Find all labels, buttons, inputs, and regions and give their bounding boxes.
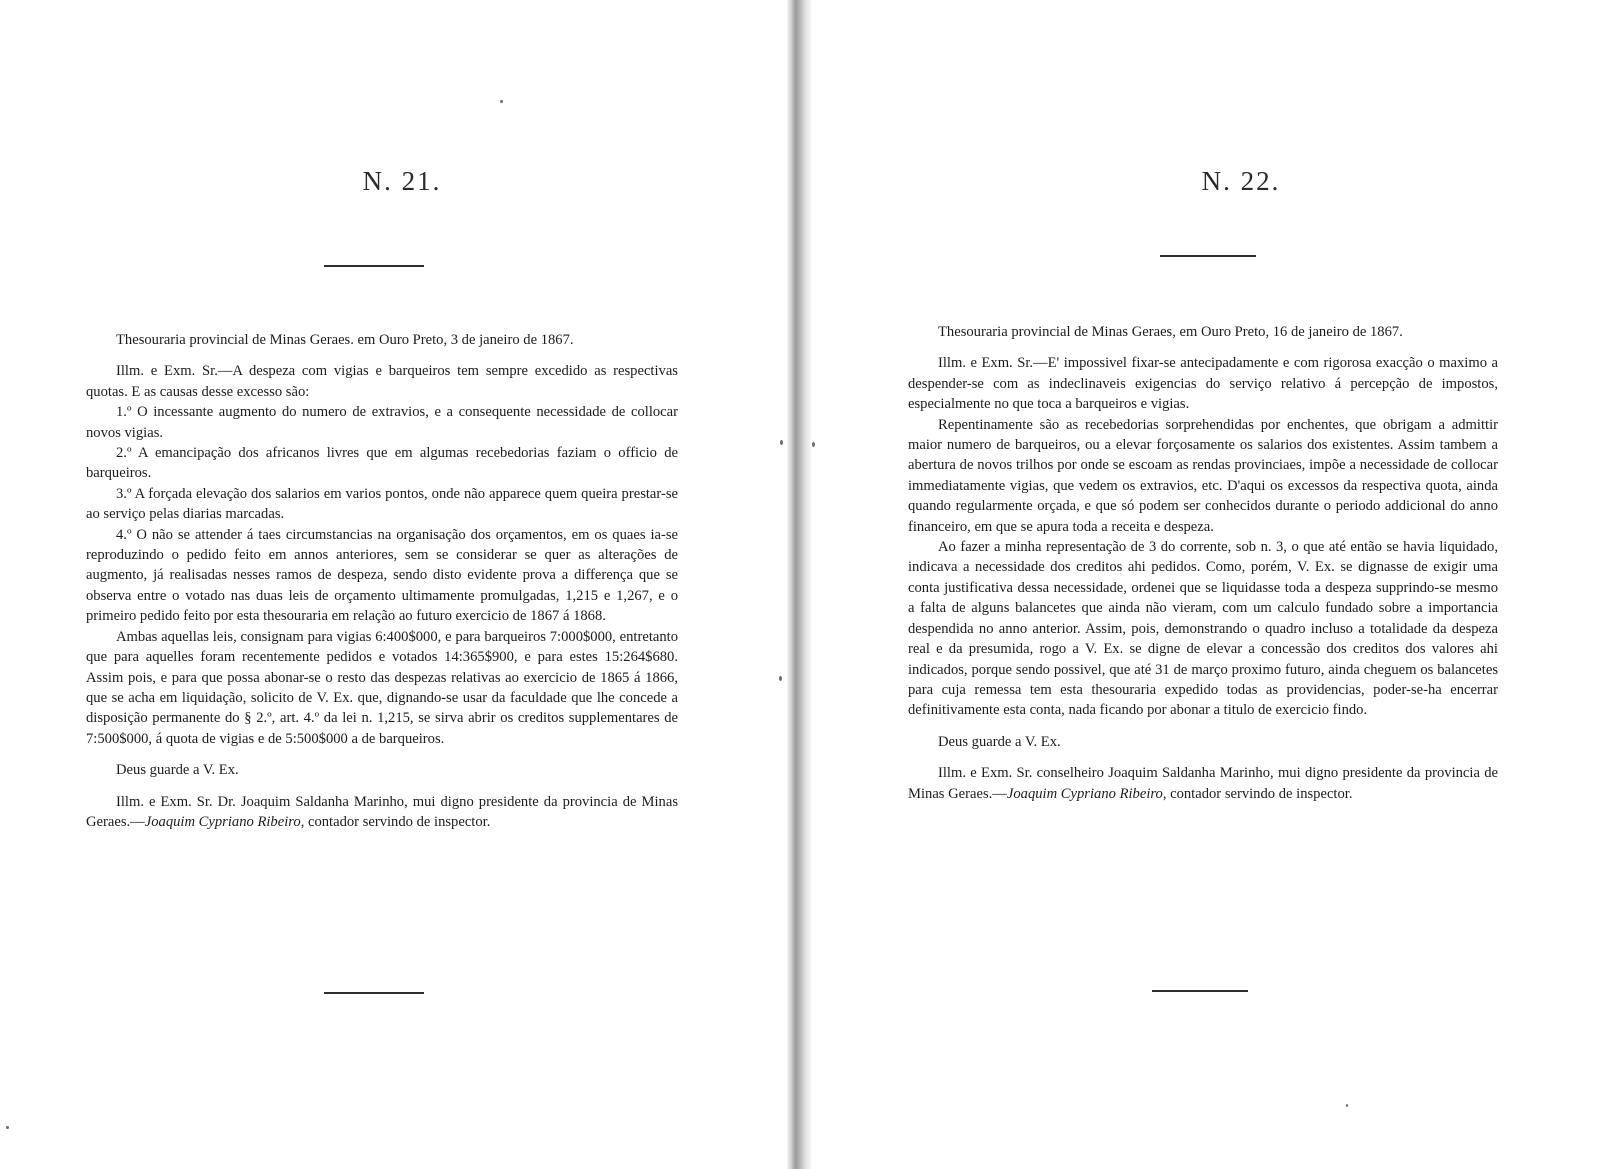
- right-signoff: [908, 763, 1498, 804]
- scan-speck: [780, 440, 783, 445]
- book-gutter: [787, 0, 811, 1169]
- right-signatory: Joaquim Cypriano Ribeiro: [1006, 785, 1163, 802]
- left-top-rule: [324, 265, 424, 267]
- right-closing: Deus guarde a V. Ex.: [938, 733, 1061, 750]
- left-signoff: [86, 792, 678, 833]
- left-signatory: Joaquim Cypriano Ribeiro: [144, 813, 301, 830]
- left-address: Illm. e Exm. Sr. Dr. Joaquim Saldanha Marinho, mui digno presidente da provincia de Minas Geraes.—: [86, 793, 678, 830]
- left-paragraph: 3.º A forçada elevação dos salarios em varios pontos, onde não apparece quem queira prestar-se ao serviço pelas diarias marcadas.: [86, 485, 678, 523]
- scan-speck: [779, 676, 782, 681]
- scan-speck: [6, 1126, 9, 1129]
- right-paragraph: Repentinamente são as recebedorias sorprehendidas por enchentes, que obrigam a admittir maior numero de barqueiros, ou a elevar forçosamente os salarios dos existentes. Assim tambem a abertura de novos trilhos por onde se escoam as rendas provinciaes, impõe a necessidade de collocar immediatamente vigias, que vedem os extravios, etc. D'aqui os excessos da respectiva quota, ainda quando regularmente orçada, e que só podem ser conhecidos durante o periodo addicional do anno financeiro, em que se apura toda a receita e despeza.: [908, 416, 1498, 535]
- right-address: Illm. e Exm. Sr. conselheiro Joaquim Saldanha Marinho, mui digno presidente da provincia de Minas Geraes.—: [908, 765, 1498, 802]
- left-closing: Deus guarde a V. Ex.: [116, 762, 239, 779]
- left-text-body: [86, 330, 678, 832]
- left-page: [86, 0, 678, 1169]
- right-page-number: N. 22.: [1201, 166, 1281, 196]
- right-page: [908, 0, 1498, 1169]
- right-paragraph: Ao fazer a minha representação de 3 do corrente, sob n. 3, o que até então se havia liquidado, indicava a necessidade dos creditos ahi pedidos. Como, porém, V. Ex. se dignasse de exigir uma conta justificativa dessa necessidade, ordenei que se liquidasse toda a despeza supprindo-se mesmo a falta de alguns balancetes que ainda não vieram, com um calculo fundado sobre a importancia despendida no anno anterior. Assim, pois, demonstrando o quadro incluso a totalidade da despeza real e da presumida, rogo a V. Ex. se digne de elevar a concessão dos creditos dos valores ahi indicados, porque sendo possivel, que até 31 de março proximo futuro, ainda cheguem os balancetes para cuja remessa tem esta thesouraria expedido todas as providencias, poder-se-ha encerrar definitivamente esta conta, nada ficando por abonar a titulo de exercicio findo.: [908, 539, 1498, 719]
- left-dateline: Thesouraria provincial de Minas Geraes. em Ouro Preto, 3 de janeiro de 1867.: [116, 332, 574, 348]
- right-text-body: [908, 322, 1498, 804]
- left-paragraph: 2.º A emancipação dos africanos livres que em algumas recebedorias faziam o officio de barqueiros.: [86, 445, 678, 482]
- right-paragraph: Illm. e Exm. Sr.—E' impossivel fixar-se antecipadamente e com rigorosa exacção o maximo a despender-se com as indeclinaveis exigencias do serviço relativo á percepção de impostos, especialmente no que toca a barqueiros e vigias.: [908, 355, 1498, 413]
- scan-speck: [1346, 1104, 1348, 1107]
- left-paragraph: 4.º O não se attender á taes circumstancias na organisação dos orçamentos, em os quaes ia-se reproduzindo o pedido feito em annos anteriores, sem se considerar se quer as alterações de augmento, já realisadas nesses ramos de despeza, sendo disto evidente prova a differença que se observa entre o votado nas duas leis de orçamento ultimamente promulgadas, 1,215 e 1,267, e o primeiro pedido feito por esta thesouraria em relação ao futuro exercicio de 1867 á 1868.: [86, 526, 678, 625]
- left-page-number: N. 21.: [362, 166, 442, 196]
- left-paragraph: Ambas aquellas leis, consignam para vigias 6:400$000, e para barqueiros 7:000$000, entretanto que para aquelles foram recentemente pedidos e votados 14:365$900, e para estes 15:264$680. Assim pois, e para que possa abonar-se o resto das despezas relativas ao exercicio de 1865 á 1866, que se acha em liquidação, solicito de V. Ex. que, dignando-se usar da faculdade que lhe concede a disposição permanente do § 2.º, art. 4.º da lei n. 1,215, se sirva abrir os creditos supplementares de 7:500$000, á quota de vigias e de 5:500$000 a de barqueiros.: [86, 628, 678, 747]
- right-dateline: Thesouraria provincial de Minas Geraes, em Ouro Preto, 16 de janeiro de 1867.: [938, 324, 1403, 340]
- left-signatory-role: , contador servindo de inspector.: [300, 813, 491, 830]
- left-bottom-rule: [324, 992, 424, 994]
- left-paragraph: Illm. e Exm. Sr.—A despeza com vigias e barqueiros tem sempre excedido as respectivas quotas. E as causas desse excesso são:: [86, 363, 678, 400]
- scan-speck: [500, 100, 503, 103]
- right-signatory-role: , contador servindo de inspector.: [1162, 785, 1353, 802]
- right-top-rule: [1160, 255, 1256, 257]
- left-paragraph: 1.º O incessante augmento do numero de extravios, e a consequente necessidade de collocar novos vigias.: [86, 404, 678, 441]
- right-bottom-rule: [1152, 990, 1248, 992]
- scan-speck: [812, 442, 815, 447]
